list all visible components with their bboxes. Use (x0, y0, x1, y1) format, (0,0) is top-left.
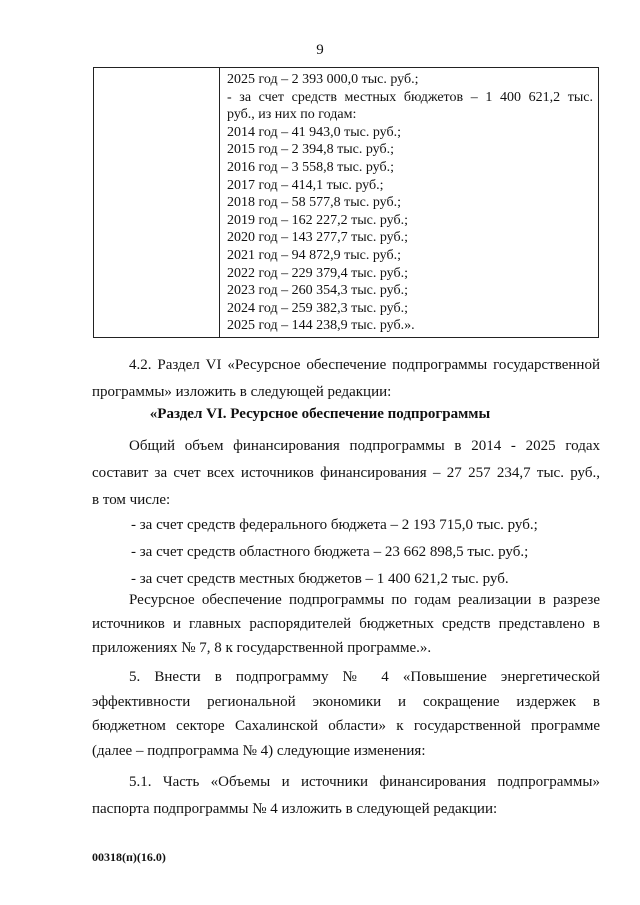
paragraph-line: Общий объем финансирования подпрограммы в 2014 - 2025 годах (129, 438, 600, 454)
paragraph-4-2 (92, 352, 600, 406)
table-line: 2016 год – 3 558,8 тыс. руб.; (227, 159, 394, 175)
paragraph-total (92, 433, 600, 514)
table-line: 2024 год – 259 382,3 тыс. руб.; (227, 300, 408, 316)
table-line: - за счет средств местных бюджетов – 1 400 621,2 тыс. (227, 89, 593, 105)
paragraph-5-1 (92, 769, 600, 823)
paragraph-line: приложениях № 7, 8 к государственной программе.». (92, 640, 432, 656)
table-line: 2018 год – 58 577,8 тыс. руб.; (227, 195, 401, 211)
table-line: руб., из них по годам: (227, 107, 357, 123)
paragraph-line: паспорта подпрограммы № 4 изложить в следующей редакции: (92, 801, 498, 817)
page-number: 9 (316, 42, 324, 58)
table-line: 2017 год – 414,1 тыс. руб.; (227, 177, 384, 193)
funding-sources-list (92, 512, 600, 593)
table-line: 2020 год – 143 277,7 тыс. руб.; (227, 230, 408, 246)
paragraph-line: составит за счет всех источников финансирования – 27 257 234,7 тыс. руб., (92, 465, 600, 481)
table-value-cell (227, 71, 593, 335)
paragraph-line: 5.1. Часть «Объемы и источники финансирования подпрограммы» (129, 774, 600, 790)
table-line: 2022 год – 229 379,4 тыс. руб.; (227, 265, 408, 281)
table-column-divider (219, 68, 220, 337)
paragraph-line: программы» изложить в следующей редакции: (92, 384, 392, 400)
paragraph-line: бюджетном секторе Сахалинской области» к государственной программе (92, 718, 600, 734)
paragraph-line: 4.2. Раздел VI «Ресурсное обеспечение подпрограммы государственной (129, 357, 600, 373)
list-item: - за счет средств местных бюджетов – 1 400 621,2 тыс. руб. (131, 571, 509, 587)
table-line: 2015 год – 2 394,8 тыс. руб.; (227, 142, 394, 158)
table-line: 2014 год – 41 943,0 тыс. руб.; (227, 124, 401, 140)
list-item: - за счет средств областного бюджета – 23 662 898,5 тыс. руб.; (131, 544, 529, 560)
paragraph-line: источников и главных распорядителей бюджетных средств представлено в (92, 616, 600, 632)
table-line: 2021 год – 94 872,9 тыс. руб.; (227, 247, 401, 263)
table-line: 2023 год – 260 354,3 тыс. руб.; (227, 283, 408, 299)
table-line: 2019 год – 162 227,2 тыс. руб.; (227, 212, 408, 228)
paragraph-line: 5. Внести в подпрограмму № 4 «Повышение энергетической (129, 669, 600, 685)
paragraph-line: Ресурсное обеспечение подпрограммы по годам реализации в разрезе (129, 592, 600, 608)
paragraph-resource (92, 588, 600, 660)
paragraph-line: (далее – подпрограмма № 4) следующие изменения: (92, 742, 426, 759)
list-item: - за счет средств федерального бюджета – 2 193 715,0 тыс. руб.; (131, 517, 538, 533)
document-code: 00318(п)(16.0) (92, 850, 166, 864)
table-line: 2025 год – 2 393 000,0 тыс. руб.; (227, 72, 419, 87)
table-line: 2025 год – 144 238,9 тыс. руб.». (227, 318, 415, 334)
paragraph-line: в том числе: (92, 492, 171, 508)
financing-table (93, 67, 599, 338)
section-heading: «Раздел VI. Ресурсное обеспечение подпрограммы (149, 406, 491, 422)
paragraph-5 (92, 665, 600, 763)
paragraph-line: эффективности региональной экономики и сокращение издержек в (92, 693, 600, 710)
